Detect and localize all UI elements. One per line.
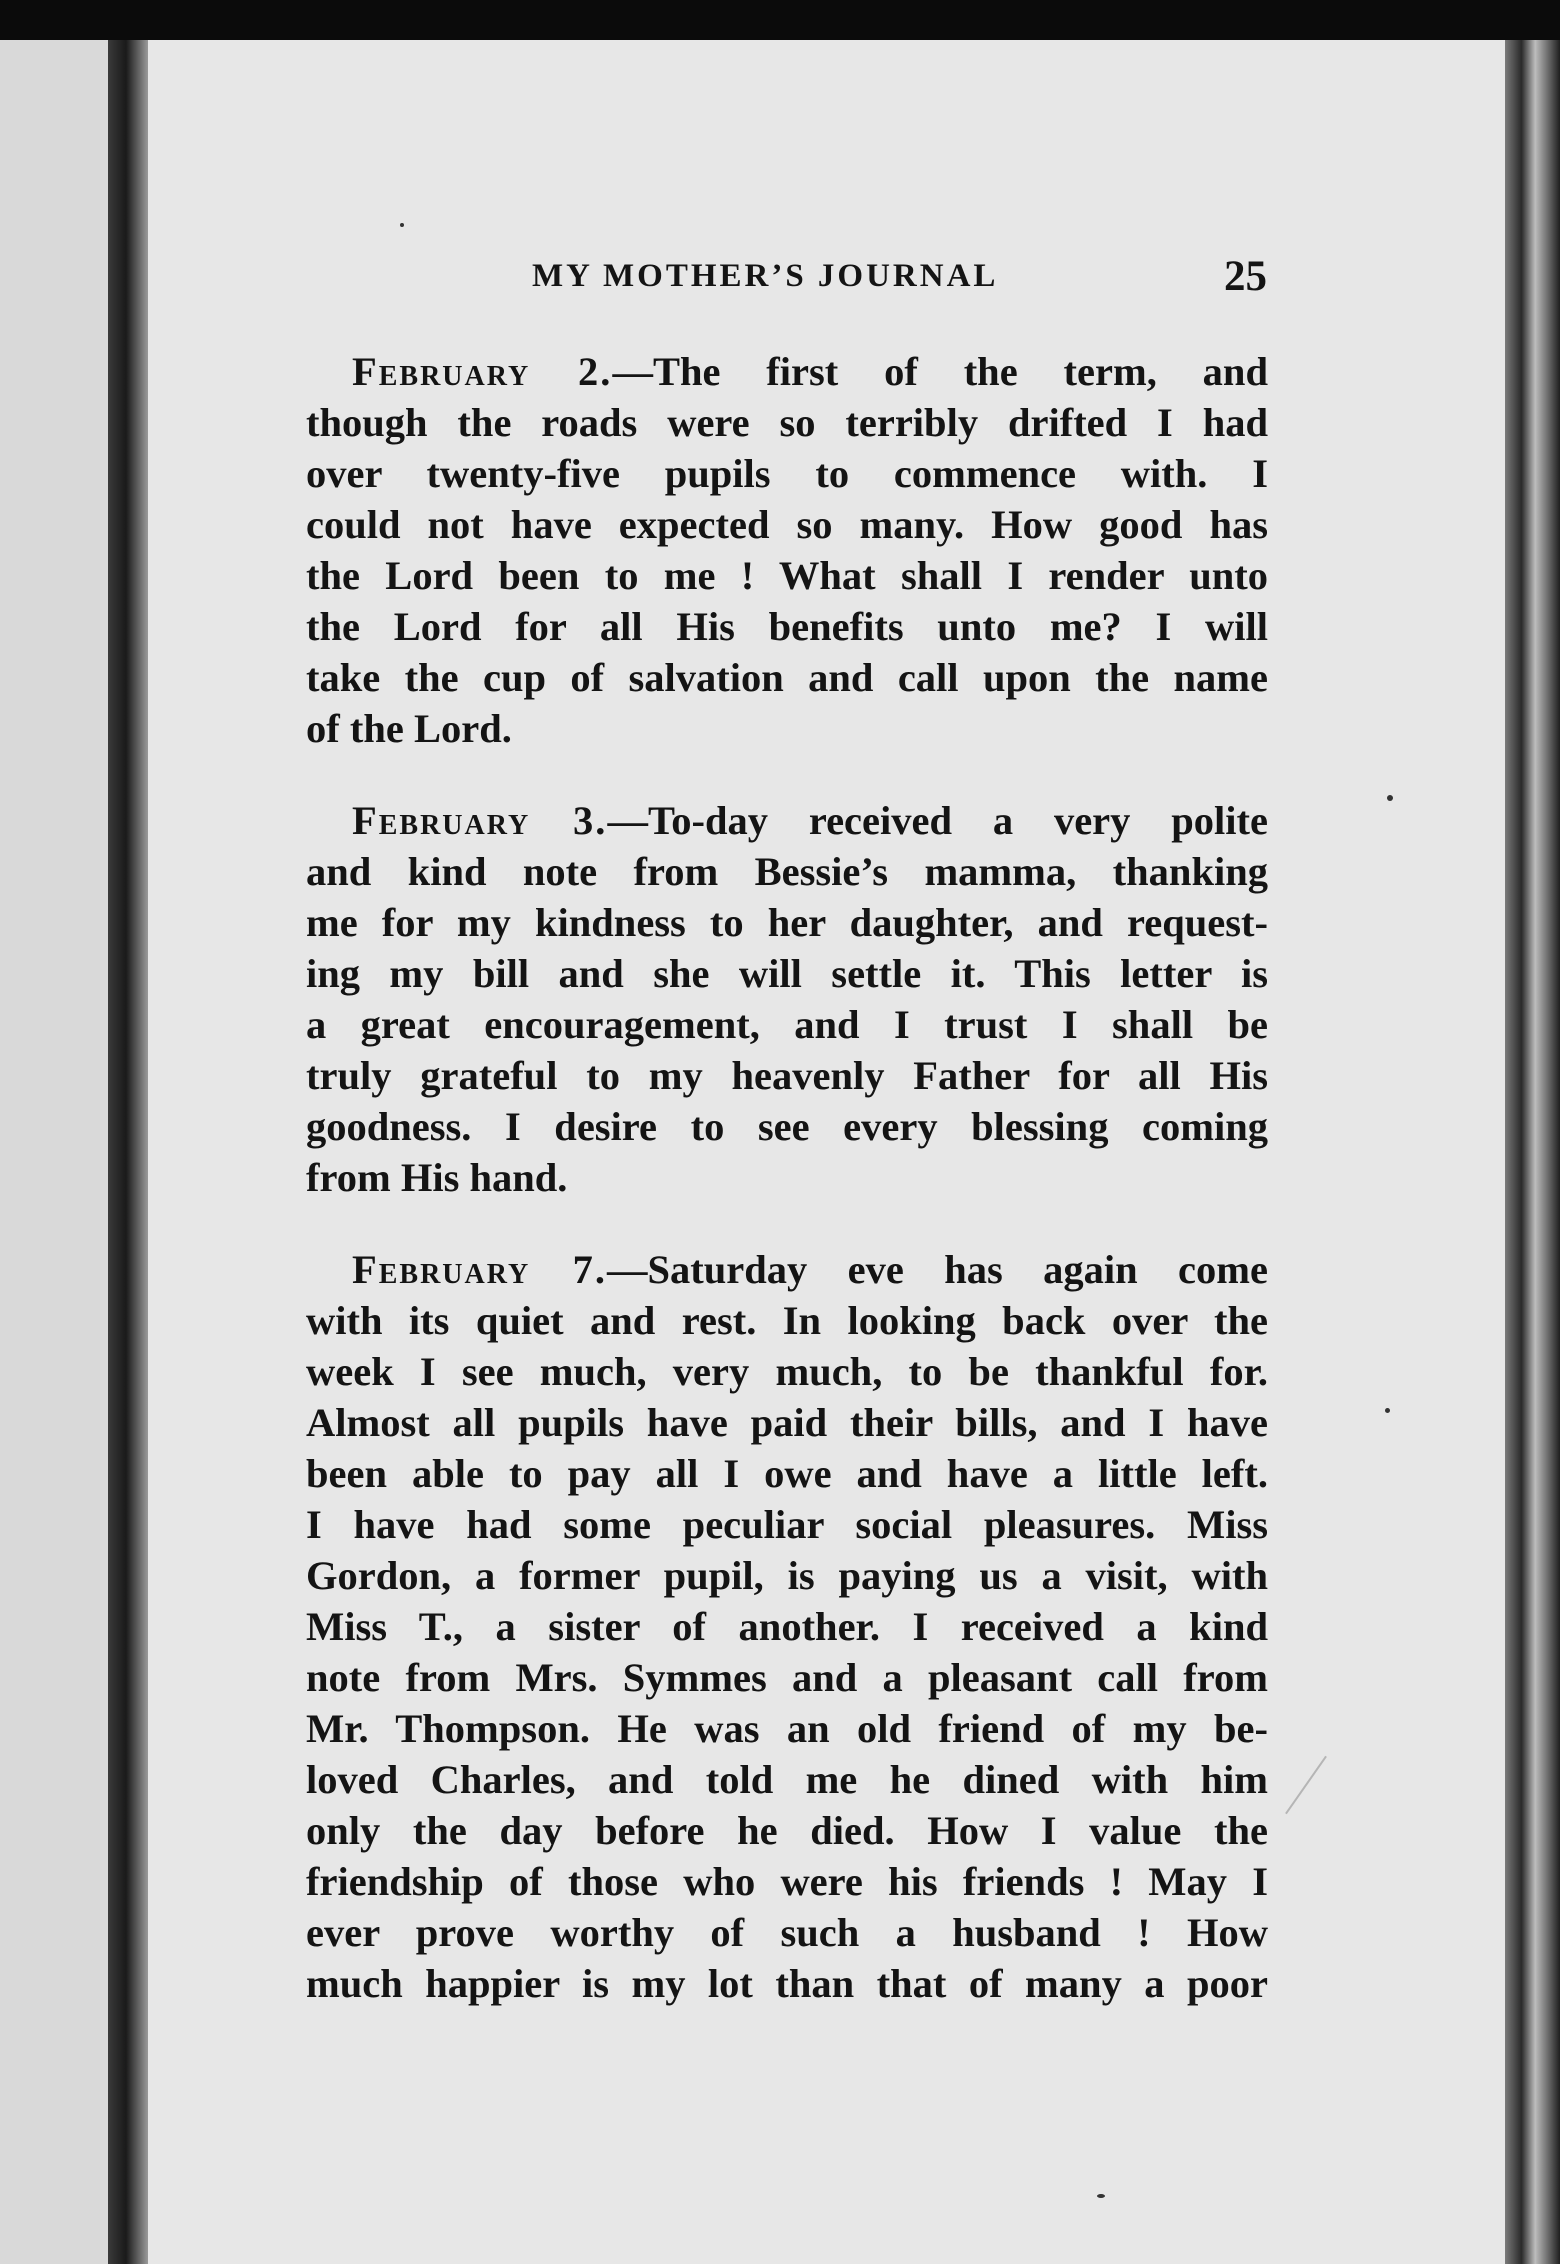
entry-date: February 3. xyxy=(352,798,608,843)
text-line: week I see much, very much, to be thankful for. xyxy=(306,1349,1268,1394)
text-line: I have had some peculiar social pleasures. Miss xyxy=(306,1502,1268,1547)
text-line: note from Mrs. Symmes and a pleasant call from xyxy=(306,1655,1268,1700)
text-line: truly grateful to my heavenly Father for all His xyxy=(306,1053,1268,1098)
text-line: —Saturday eve has again come xyxy=(606,1247,1268,1292)
text-line: much happier is my lot than that of many a poor xyxy=(306,1961,1268,2006)
page-header xyxy=(382,253,1267,308)
entry-first-line xyxy=(306,346,1268,397)
text-line: with its quiet and rest. In looking back over the xyxy=(306,1298,1268,1343)
print-speck xyxy=(1097,2194,1105,2198)
text-line: ever prove worthy of such a husband ! How xyxy=(306,1910,1268,1955)
print-speck xyxy=(400,223,404,227)
text-line: over twenty-five pupils to commence with. I xyxy=(306,451,1268,496)
text-line: been able to pay all I owe and have a little left. xyxy=(306,1451,1268,1496)
text-line: the Lord for all His benefits unto me? I will xyxy=(306,604,1268,649)
running-title: MY MOTHER’S JOURNAL xyxy=(532,258,999,294)
journal-entry xyxy=(306,1244,1268,2009)
text-line: take the cup of salvation and call upon the name xyxy=(306,655,1268,700)
text-line: Gordon, a former pupil, is paying us a visit, with xyxy=(306,1553,1268,1598)
text-line: —The first of the term, and xyxy=(612,349,1268,394)
text-line: Miss T., a sister of another. I received a kind xyxy=(306,1604,1268,1649)
text-line: the Lord been to me ! What shall I render unto xyxy=(306,553,1268,598)
text-line: only the day before he died. How I value the xyxy=(306,1808,1268,1853)
text-line: —To-day received a very polite xyxy=(607,798,1268,843)
journal-text xyxy=(306,346,1268,2050)
text-line: of the Lord. xyxy=(306,706,512,751)
text-line: though the roads were so terribly drifted I had xyxy=(306,400,1268,445)
text-line: ing my bill and she will settle it. This letter is xyxy=(306,951,1268,996)
book-gutter-shadow xyxy=(108,40,148,2264)
text-line: from His hand. xyxy=(306,1155,568,1200)
text-line: could not have expected so many. How good has xyxy=(306,502,1268,547)
print-speck xyxy=(1387,795,1393,801)
text-line: Mr. Thompson. He was an old friend of my be- xyxy=(306,1706,1268,1751)
text-line: Almost all pupils have paid their bills, and I have xyxy=(306,1400,1268,1445)
entry-date: February 7. xyxy=(352,1247,607,1292)
facing-page-edge xyxy=(0,40,108,2264)
entry-first-line xyxy=(306,1244,1268,1295)
text-line: and kind note from Bessie’s mamma, thanking xyxy=(306,849,1268,894)
page-fore-edge xyxy=(1505,40,1560,2264)
text-line: goodness. I desire to see every blessing coming xyxy=(306,1104,1268,1149)
journal-entry xyxy=(306,346,1268,754)
text-line: me for my kindness to her daughter, and request- xyxy=(306,900,1268,945)
text-line: a great encouragement, and I trust I shall be xyxy=(306,1002,1268,1047)
journal-entry xyxy=(306,795,1268,1203)
text-line: loved Charles, and told me he dined with him xyxy=(306,1757,1268,1802)
entry-date: February 2. xyxy=(352,349,613,394)
text-line: friendship of those who were his friends ! May I xyxy=(306,1859,1268,1904)
page-number: 25 xyxy=(1224,253,1267,300)
entry-first-line xyxy=(306,795,1268,846)
print-speck xyxy=(1385,1408,1390,1413)
